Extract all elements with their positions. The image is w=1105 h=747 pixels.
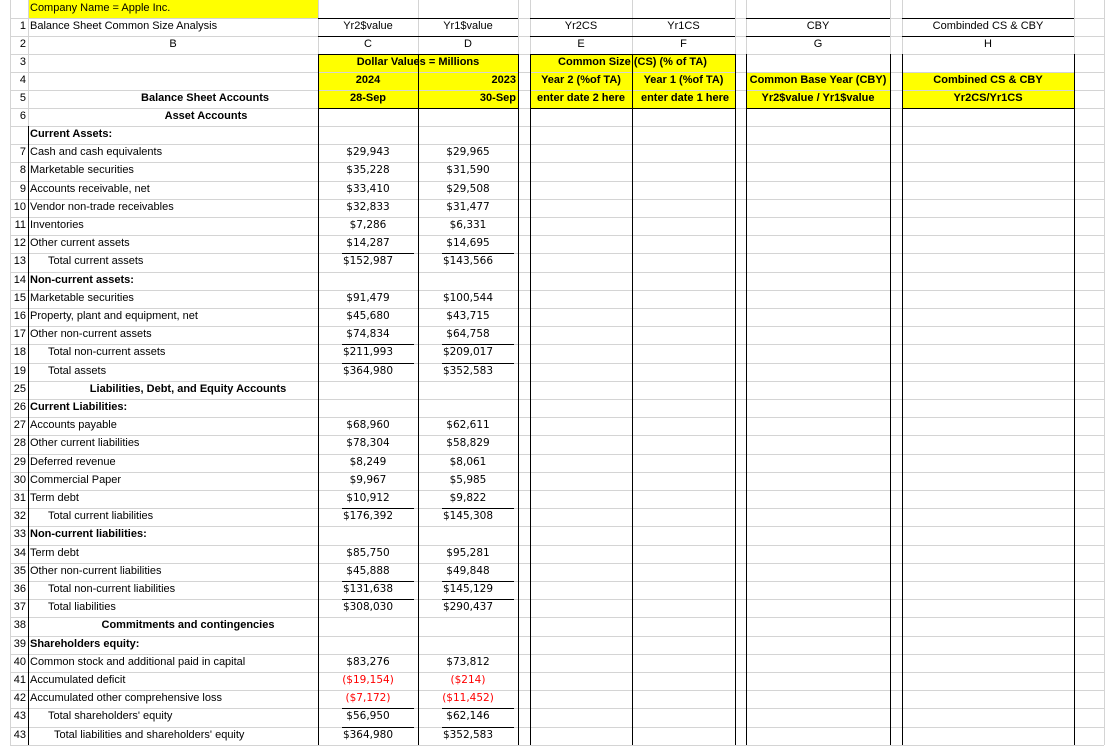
header-border — [318, 108, 518, 109]
total-underline — [442, 727, 514, 728]
company-name-cell[interactable]: Company Name = Apple Inc. — [30, 2, 171, 14]
account-label[interactable]: Accounts receivable, net — [30, 183, 150, 195]
yr1-value-cell[interactable]: $64,758 — [446, 328, 490, 340]
yr1-value-cell[interactable]: $5,985 — [449, 474, 487, 486]
row-number[interactable]: 42 — [13, 692, 26, 704]
account-label[interactable]: Total current assets — [48, 255, 144, 267]
yr1-value-cell[interactable]: $352,583 — [442, 729, 494, 741]
yr1-value-cell[interactable]: $352,583 — [442, 365, 494, 377]
yr2-value-cell[interactable]: $33,410 — [346, 183, 390, 195]
common-base-year-label[interactable]: Common Base Year (CBY) — [749, 74, 887, 86]
yr2-value-cell[interactable]: $68,960 — [346, 419, 390, 431]
row-number[interactable]: 6 — [19, 110, 26, 122]
row-number[interactable]: 3 — [19, 56, 26, 68]
row-number[interactable]: 5 — [19, 92, 26, 104]
header-border — [530, 108, 735, 109]
account-label[interactable]: Accumulated other comprehensive loss — [30, 692, 222, 704]
account-label[interactable]: Non-current assets: — [30, 274, 134, 286]
header-combined[interactable]: Combinded CS & CBY — [932, 20, 1044, 32]
gridline — [10, 745, 1104, 746]
column-border — [902, 54, 903, 745]
yr2-value-cell[interactable]: $74,834 — [346, 328, 390, 340]
account-label[interactable]: Commitments and contingencies — [101, 619, 275, 631]
column-border — [1074, 54, 1075, 745]
column-letter-e[interactable]: E — [577, 38, 585, 50]
account-label[interactable]: Common stock and additional paid in capital — [30, 656, 246, 668]
yr2-value-cell[interactable]: $364,980 — [342, 365, 394, 377]
account-label[interactable]: Shareholders equity: — [30, 638, 140, 650]
account-label[interactable]: Term debt — [30, 492, 79, 504]
yr2-value-cell[interactable]: $32,833 — [346, 201, 390, 213]
yr1-value-cell[interactable]: $9,822 — [449, 492, 487, 504]
yr1-value-cell[interactable]: $58,829 — [446, 437, 490, 449]
row-number[interactable]: 43 — [13, 710, 26, 722]
yr1-value-cell[interactable]: $209,017 — [442, 346, 494, 358]
account-label[interactable]: Current Liabilities: — [30, 401, 128, 413]
cby-formula[interactable]: Yr2$value / Yr1$value — [761, 92, 875, 104]
total-underline — [442, 708, 514, 709]
row-number[interactable]: 31 — [13, 492, 26, 504]
row-number[interactable]: 41 — [13, 674, 26, 686]
row-number[interactable]: 15 — [13, 292, 26, 304]
column-letter-c[interactable]: C — [364, 38, 372, 50]
row-number[interactable]: 28 — [13, 437, 26, 449]
yr2-value-cell[interactable]: $91,479 — [346, 292, 390, 304]
common-size-label[interactable]: Common Size (CS) (% of TA) — [558, 56, 707, 68]
account-label[interactable]: Inventories — [30, 219, 84, 231]
account-label[interactable]: Total assets — [48, 365, 107, 377]
row-number[interactable]: 25 — [13, 383, 26, 395]
yr1-value-cell[interactable]: $145,129 — [442, 583, 494, 595]
header-yr2value[interactable]: Yr2$value — [343, 20, 393, 32]
yr1-value-cell[interactable]: $73,812 — [446, 656, 490, 668]
header-yr1value[interactable]: Yr1$value — [443, 20, 493, 32]
account-label[interactable]: Property, plant and equipment, net — [30, 310, 198, 322]
header-cby[interactable]: CBY — [806, 20, 830, 32]
row-number[interactable]: 10 — [13, 201, 26, 213]
yr2-value-cell[interactable]: $152,987 — [342, 255, 394, 267]
total-underline — [342, 599, 414, 600]
row-number[interactable]: 34 — [13, 547, 26, 559]
column-border — [735, 54, 736, 745]
yr1-value-cell[interactable]: $49,848 — [446, 565, 490, 577]
yr1-value-cell[interactable]: $290,437 — [442, 601, 494, 613]
account-label[interactable]: Total non-current assets — [48, 346, 166, 358]
account-label[interactable]: Non-current liabilities: — [30, 528, 147, 540]
account-label[interactable]: Marketable securities — [30, 292, 134, 304]
enter-date-1[interactable]: enter date 1 here — [640, 92, 730, 104]
yr2-value-cell[interactable]: $85,750 — [346, 547, 390, 559]
column-letter-h[interactable]: H — [984, 38, 992, 50]
yr2-value-cell[interactable]: $308,030 — [342, 601, 394, 613]
row-number[interactable]: 14 — [13, 274, 26, 286]
account-label[interactable]: Total shareholders' equity — [48, 710, 173, 722]
yr1-value-cell[interactable]: $62,146 — [446, 710, 490, 722]
asset-accounts-header[interactable]: Asset Accounts — [164, 110, 248, 122]
date-30-sep[interactable]: 30-Sep — [479, 92, 516, 104]
row-number[interactable]: 9 — [19, 183, 26, 195]
row-number[interactable]: 7 — [19, 146, 26, 158]
row-number[interactable]: 37 — [13, 601, 26, 613]
row-number[interactable]: 38 — [13, 619, 26, 631]
row-number[interactable]: 8 — [19, 164, 26, 176]
yr2-value-cell[interactable]: $8,249 — [349, 456, 387, 468]
row-number[interactable]: 39 — [13, 638, 26, 650]
yr2-value-cell[interactable]: $78,304 — [346, 437, 390, 449]
row-number[interactable]: 29 — [13, 456, 26, 468]
total-underline — [342, 727, 414, 728]
header-yr1cs[interactable]: Yr1CS — [667, 20, 700, 32]
account-label[interactable]: Other current liabilities — [30, 437, 140, 449]
year-2023[interactable]: 2023 — [491, 74, 516, 86]
yr2-value-cell[interactable]: $211,993 — [342, 346, 394, 358]
account-label[interactable]: Commercial Paper — [30, 474, 122, 486]
yr2-value-cell[interactable]: $9,967 — [349, 474, 387, 486]
column-border — [746, 54, 747, 745]
column-border — [632, 54, 633, 745]
account-label[interactable]: Total current liabilities — [48, 510, 154, 522]
account-label[interactable]: Marketable securities — [30, 164, 134, 176]
row-number[interactable]: 17 — [13, 328, 26, 340]
year1-pct-ta[interactable]: Year 1 (%of TA) — [643, 74, 724, 86]
row-number[interactable]: 30 — [13, 474, 26, 486]
combined-formula[interactable]: Yr2CS/Yr1CS — [953, 92, 1023, 104]
total-underline — [342, 344, 414, 345]
yr1-value-cell[interactable]: ($11,452) — [442, 692, 494, 704]
row-number[interactable]: 40 — [13, 656, 26, 668]
account-label[interactable]: Accumulated deficit — [30, 674, 126, 686]
account-label[interactable]: Term debt — [30, 547, 79, 559]
row-number[interactable]: 13 — [13, 255, 26, 267]
account-label[interactable]: Cash and cash equivalents — [30, 146, 163, 158]
account-label[interactable]: Deferred revenue — [30, 456, 116, 468]
total-underline — [342, 581, 414, 582]
account-label[interactable]: Total non-current liabilities — [48, 583, 176, 595]
column-border — [518, 54, 519, 745]
total-underline — [442, 363, 514, 364]
yr2-value-cell[interactable]: $35,228 — [346, 164, 390, 176]
total-underline — [442, 344, 514, 345]
total-underline — [442, 581, 514, 582]
title-cell[interactable]: Balance Sheet Common Size Analysis — [30, 20, 218, 32]
header-yr2cs[interactable]: Yr2CS — [564, 20, 598, 32]
year-2024[interactable]: 2024 — [355, 74, 381, 86]
column-letter-g[interactable]: G — [813, 38, 823, 50]
yr1-value-cell[interactable]: $31,590 — [446, 164, 490, 176]
total-underline — [442, 508, 514, 509]
yr2-value-cell[interactable]: $7,286 — [349, 219, 387, 231]
yr2-value-cell[interactable]: $14,287 — [346, 237, 390, 249]
row-number[interactable]: 33 — [13, 528, 26, 540]
account-label[interactable]: Liabilities, Debt, and Equity Accounts — [89, 383, 287, 395]
combined-cs-cby-label[interactable]: Combined CS & CBY — [933, 74, 1043, 86]
year2-pct-ta[interactable]: Year 2 (%of TA) — [541, 74, 621, 86]
balance-sheet-accounts-header[interactable]: Balance Sheet Accounts — [141, 92, 269, 104]
row-number[interactable]: 27 — [13, 419, 26, 431]
column-border — [890, 54, 891, 745]
row-number[interactable]: 26 — [13, 401, 26, 413]
enter-date-2[interactable]: enter date 2 here — [536, 92, 626, 104]
total-underline — [342, 253, 414, 254]
yr2-value-cell[interactable]: $131,638 — [342, 583, 394, 595]
row-number[interactable]: 1 — [19, 20, 26, 32]
row-number[interactable]: 19 — [13, 365, 26, 377]
yr2-value-cell[interactable]: $364,980 — [342, 729, 394, 741]
account-label[interactable]: Other current assets — [30, 237, 130, 249]
yr2-value-cell[interactable]: $83,276 — [346, 656, 390, 668]
account-label[interactable]: Other non-current liabilities — [30, 565, 162, 577]
total-underline — [342, 363, 414, 364]
yr2-value-cell[interactable]: ($19,154) — [342, 674, 394, 686]
row-number[interactable]: 36 — [13, 583, 26, 595]
header-border — [746, 108, 890, 109]
yr1-value-cell[interactable]: $29,965 — [446, 146, 490, 158]
yr2-value-cell[interactable]: $29,943 — [346, 146, 390, 158]
account-label[interactable]: Other non-current assets — [30, 328, 152, 340]
row-number[interactable]: 32 — [13, 510, 26, 522]
column-border — [530, 54, 531, 745]
row-number[interactable]: 16 — [13, 310, 26, 322]
yr1-value-cell[interactable]: $62,611 — [446, 419, 490, 431]
yr2-value-cell[interactable]: $10,912 — [346, 492, 390, 504]
column-letter-b[interactable]: B — [169, 38, 177, 50]
account-label[interactable]: Vendor non-trade receivables — [30, 201, 174, 213]
yr2-value-cell[interactable]: $45,680 — [346, 310, 390, 322]
row-number[interactable]: 12 — [13, 237, 26, 249]
total-underline — [442, 599, 514, 600]
total-underline — [342, 508, 414, 509]
account-label[interactable]: Total liabilities — [48, 601, 116, 613]
row-number[interactable]: 18 — [13, 346, 26, 358]
yr1-value-cell[interactable]: $8,061 — [449, 456, 487, 468]
total-underline — [442, 253, 514, 254]
yr1-value-cell[interactable]: $145,308 — [442, 510, 494, 522]
yr1-value-cell[interactable]: $43,715 — [446, 310, 490, 322]
row-number[interactable] — [10, 126, 28, 144]
yr2-value-cell[interactable]: $45,888 — [346, 565, 390, 577]
yr1-value-cell[interactable]: $143,566 — [442, 255, 494, 267]
yr1-value-cell[interactable]: $100,544 — [442, 292, 494, 304]
column-letter-d[interactable]: D — [464, 38, 472, 50]
column-letter-f[interactable]: F — [680, 38, 687, 50]
yr2-value-cell[interactable]: $176,392 — [342, 510, 394, 522]
row-number[interactable]: 43 — [13, 729, 26, 741]
row-number[interactable]: 35 — [13, 565, 26, 577]
yr1-value-cell[interactable]: $14,695 — [446, 237, 490, 249]
yr2-value-cell[interactable]: ($7,172) — [345, 692, 391, 704]
row-number[interactable]: 2 — [19, 38, 26, 50]
account-label[interactable]: Current Assets: — [30, 128, 113, 140]
row-number[interactable]: 11 — [14, 219, 26, 231]
dollar-values-label[interactable]: Dollar Values = Millions — [356, 56, 480, 68]
account-label[interactable]: Total liabilities and shareholders' equity — [54, 729, 245, 741]
yr1-value-cell[interactable]: $29,508 — [446, 183, 490, 195]
header-border — [902, 108, 1074, 109]
yr1-value-cell[interactable]: $6,331 — [449, 219, 487, 231]
yr1-value-cell[interactable]: ($214) — [450, 674, 486, 686]
date-28-sep[interactable]: 28-Sep — [349, 92, 387, 104]
yr1-value-cell[interactable]: $31,477 — [446, 201, 490, 213]
account-label[interactable]: Accounts payable — [30, 419, 117, 431]
total-underline — [342, 708, 414, 709]
row-number[interactable]: 4 — [19, 74, 26, 86]
yr2-value-cell[interactable]: $56,950 — [346, 710, 390, 722]
yr1-value-cell[interactable]: $95,281 — [446, 547, 490, 559]
